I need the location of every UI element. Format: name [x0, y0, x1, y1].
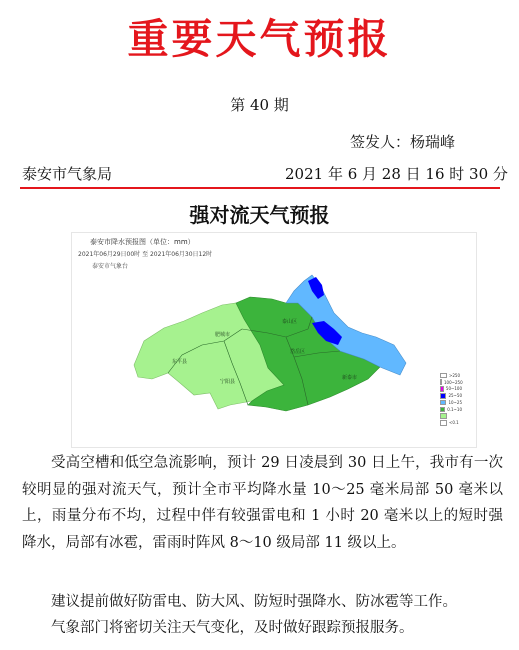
issue-datetime: 2021 年 6 月 28 日 16 时 30 分 [285, 165, 508, 183]
map-time-range: 2021年06月29日00时 至 2021年06月30日12时 [78, 251, 213, 258]
legend-item: 10~25 [440, 399, 462, 406]
issuing-bureau: 泰安市气象局 [22, 165, 113, 183]
legend-item: 50~100 [440, 386, 462, 393]
signer: 签发人：杨瑞峰 [350, 133, 456, 151]
legend-item: 0.1~10 [440, 406, 462, 413]
issue-number: 第 40 期 [230, 96, 289, 114]
followup-paragraph: 气象部门将密切关注天气变化，及时做好跟踪预报服务。 [51, 620, 414, 636]
legend-item: <0.1 [440, 420, 462, 427]
precipitation-map-graphic [72, 233, 476, 447]
county-label-ningyang: 宁阳县 [220, 379, 236, 385]
forecast-subtitle: 强对流天气预报 [189, 203, 330, 227]
legend-item [440, 413, 462, 420]
county-label-daiyue: 岱岳区 [290, 349, 306, 355]
legend-item: 25~50 [440, 392, 462, 399]
header-divider [20, 187, 500, 189]
map-organization: 泰安市气象台 [92, 263, 129, 270]
county-label-xintai: 新泰市 [342, 375, 358, 381]
county-label-taishan: 泰山区 [282, 319, 298, 325]
legend-item: >250 [440, 372, 462, 379]
precipitation-map [72, 233, 476, 447]
county-label-dongping: 东平县 [172, 359, 188, 365]
legend-item: 100~250 [440, 379, 462, 386]
report-title: 重要天气预报 [127, 15, 392, 63]
advice-paragraph: 建议提前做好防雷电、防大风、防短时强降水、防冰雹等工作。 [51, 594, 457, 610]
forecast-paragraph: 受高空槽和低空急流影响，预计 29 日凌晨到 30 日上午，我市有一次较明显的强对流天气，预计全市平均降水量 10～25 毫米局部 50 毫米以上，雨量分布不均，过程中伴有较强雷电和 1 小时 20 毫米以上的短时强降水，局部有冰雹，雷雨时阵风 8～10 级局部 11 级以上。 [22, 455, 503, 551]
map-title: 泰安市降水预报图（单位：mm） [90, 238, 195, 246]
map-legend [440, 372, 462, 426]
county-label-feicheng: 肥城市 [215, 332, 231, 338]
